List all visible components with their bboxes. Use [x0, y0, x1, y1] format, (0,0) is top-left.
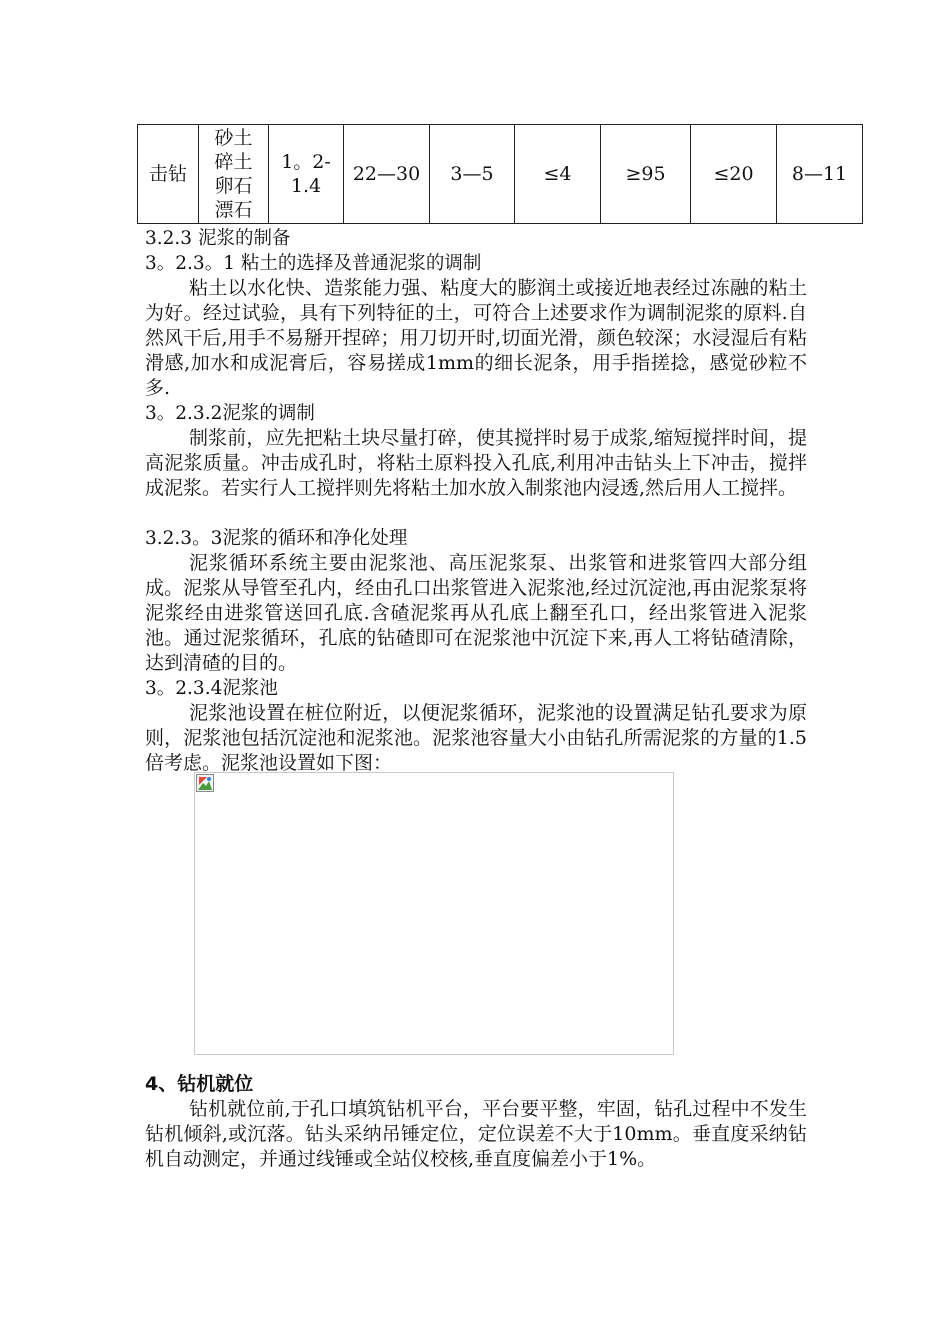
section-heading-3-2-3-2: 3。2.3.2泥浆的调制: [145, 403, 315, 424]
soil-type: 卵石: [214, 175, 253, 197]
paragraph-rig-positioning: 钻机就位前,于孔口填筑钻机平台，平台要平整，牢固，钻孔过程中不发生钻机倾斜,或沉落。钻头采纳吊锤定位，定位误差不大于10mm。垂直度采纳钻机自动测定，并通过线锤或全站仪校核,垂直度偏差小于1%。: [145, 1098, 807, 1170]
cell-density: [269, 125, 344, 224]
soil-type: 漂石: [214, 199, 253, 221]
section-heading-3-2-3-3: 3.2.3。3泥浆的循环和净化处理: [145, 528, 408, 549]
soil-type: 砂土: [214, 127, 253, 149]
section-heading-4: 4、钻机就位: [145, 1073, 254, 1095]
cell-viscosity: 22—30: [344, 125, 430, 224]
paragraph-mud-preparation: 制浆前，应先把粘土块尽量打碎，使其搅拌时易于成浆,缩短搅拌时间，提高泥浆质量。冲击成孔时，将粘土原料投入孔底,利用冲击钻头上下冲击，搅拌成泥浆。若实行人工搅拌则先将粘土加水放入制浆池内浸透,然后用人工搅拌。: [145, 427, 807, 499]
section-heading-3-2-3: 3.2.3 泥浆的制备: [145, 228, 291, 249]
cell-value-b: ≤20: [691, 125, 777, 224]
density-line: 1。2-: [281, 151, 331, 173]
broken-image-icon: [196, 774, 214, 792]
paragraph-mud-pit: 泥浆池设置在桩位附近，以便泥浆循环，泥浆池的设置满足钻孔要求为原则，泥浆池包括沉淀池和泥浆池。泥浆池容量大小由钻孔所需泥浆的方量的1.5倍考虑。泥浆池设置如下图：: [145, 702, 807, 774]
section-heading-3-2-3-1: 3。2.3。1 粘土的选择及普通泥浆的调制: [145, 253, 482, 274]
cell-ph: 8—11: [777, 125, 863, 224]
density-line: 1.4: [290, 175, 322, 197]
cell-method: 击钻: [138, 125, 199, 224]
section-heading-3-2-3-4: 3。2.3.4泥浆池: [145, 678, 278, 699]
cell-value-a: ≤4: [515, 125, 601, 224]
paragraph-mud-circulation: 泥浆循环系统主要由泥浆池、高压泥浆泵、出浆管和进浆管四大部分组成。泥浆从导管至孔内，经由孔口出浆管进入泥浆池,经过沉淀池,再由泥浆泵将泥浆经由进浆管送回孔底.含碴泥浆再从孔底上翻至孔口，经出浆管进入泥浆池。通过泥浆循环，孔底的钻碴即可在泥浆池中沉淀下来,再人工将钻碴清除，达到清碴的目的。: [145, 552, 807, 674]
cell-sand-content: 3—5: [430, 125, 515, 224]
cell-colloid-rate: ≥95: [601, 125, 691, 224]
cell-soil-types: [199, 125, 269, 224]
table-row: [138, 125, 863, 224]
mud-pit-figure-placeholder: [194, 772, 674, 1055]
paragraph-clay-selection: 粘土以水化快、造浆能力强、粘度大的膨润土或接近地表经过冻融的粘土为好。经过试验，具有下列特征的土，可符合上述要求作为调制泥浆的原料.自然风干后,用手不易掰开捏碎；用刀切开时,切面光滑，颜色较深；水浸湿后有粘滑感,加水和成泥膏后，容易搓成1mm的细长泥条，用手指搓捻，感觉砂粒不多.: [145, 277, 807, 399]
mud-spec-table: [137, 124, 863, 224]
soil-type: 碎土: [214, 151, 253, 173]
